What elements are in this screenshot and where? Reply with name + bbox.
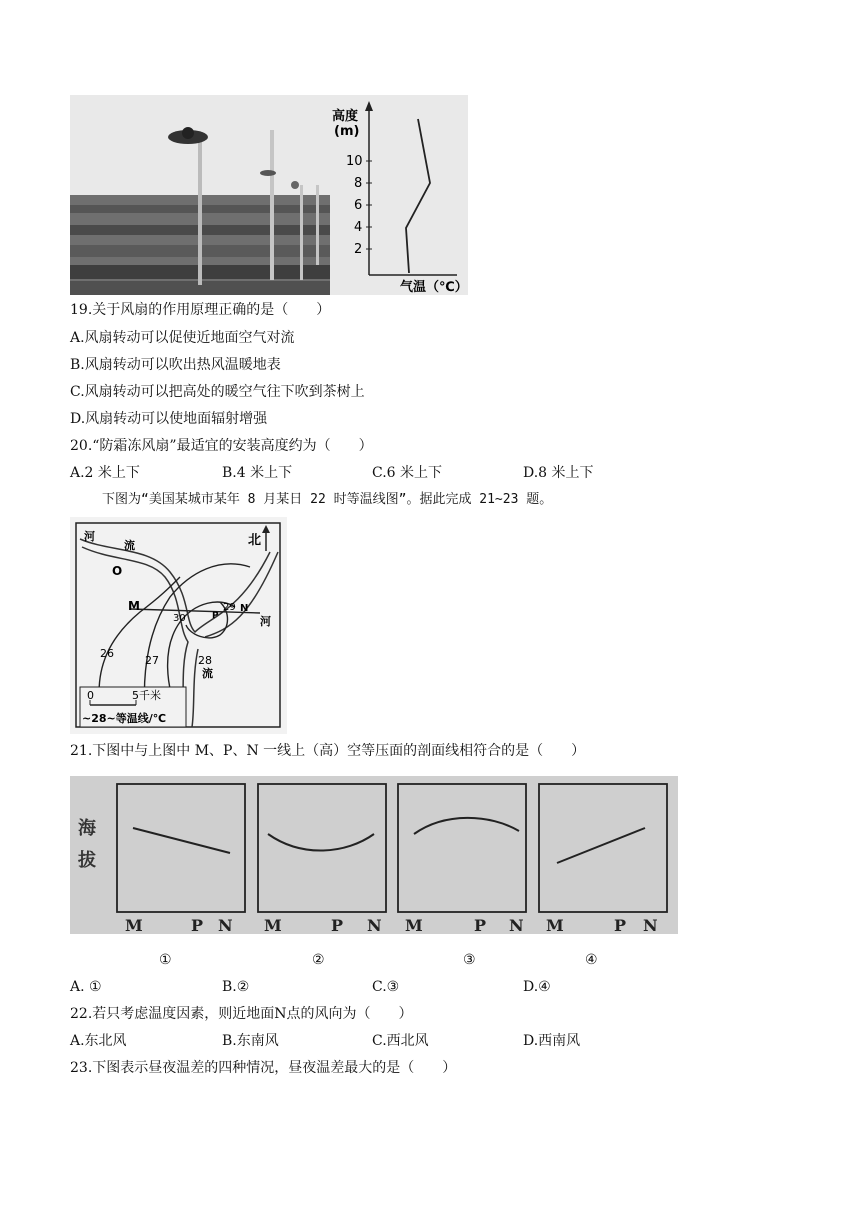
q20-option-a[interactable]: A.2 米上下 (70, 465, 140, 481)
y-axis-label: 高度 (332, 109, 359, 124)
scale-text: 5千米 (132, 689, 161, 702)
q21-option-b[interactable]: B.② (222, 979, 250, 995)
q19-stem: 19.关于风扇的作用原理正确的是（ ） (70, 302, 331, 318)
isotherm-label: 29 (223, 602, 236, 613)
q19-option-d[interactable]: D.风扇转动可以使地面辐射增强 (70, 411, 268, 427)
y-tick: 10 (346, 154, 363, 169)
legend-text: ~28~等温线/℃ (82, 712, 167, 725)
q22-option-b[interactable]: B.东南风 (222, 1033, 279, 1049)
q20-option-d[interactable]: D.8 米上下 (523, 465, 594, 481)
panel4-m: M (546, 916, 564, 934)
y-axis-unit: (m) (334, 124, 360, 139)
panel3-n: N (509, 916, 524, 934)
q19-option-a[interactable]: A.风扇转动可以促使近地面空气对流 (70, 330, 295, 346)
q19-option-c[interactable]: C.风扇转动可以把高处的暖空气往下吹到茶树上 (70, 384, 365, 400)
panel-number-4: ④ (585, 952, 598, 968)
isotherm-label: 26 (100, 647, 114, 660)
scale-zero: 0 (87, 689, 94, 702)
isobaric-profile-svg (70, 776, 678, 934)
q22-option-d[interactable]: D.西南风 (523, 1033, 581, 1049)
river-label: 流 (124, 539, 135, 552)
y-tick: 6 (354, 198, 363, 213)
isotherm-map (70, 517, 287, 734)
q21-stem: 21.下图中与上图中 M、P、N 一线上（高）空等压面的剖面线相符合的是（ ） (70, 743, 586, 759)
panel-number-2: ② (312, 952, 325, 968)
q20-stem: 20.“防霜冻风扇”最适宜的安装高度约为（ ） (70, 438, 373, 454)
point-m: M (128, 599, 140, 613)
point-p: P (212, 611, 219, 621)
q19-option-b[interactable]: B.风扇转动可以吹出热风温暖地表 (70, 357, 281, 373)
river-label: 流 (202, 667, 213, 680)
intro-text: 下图为“美国某城市某年 8 月某日 22 时等温线图”。据此完成 21~23 题。 (102, 492, 553, 507)
panel2-p: P (331, 916, 344, 934)
isotherm-label: 30 (173, 613, 186, 624)
panel2-m: M (264, 916, 282, 934)
profile-panel-2 (258, 784, 386, 912)
y-tick: 4 (354, 220, 363, 235)
panel-number-3: ③ (463, 952, 476, 968)
q22-option-c[interactable]: C.西北风 (372, 1033, 429, 1049)
isobaric-profile-figure (70, 776, 678, 934)
frost-fan-photo (70, 95, 468, 295)
profile-panel-4 (539, 784, 667, 912)
isotherm-label: 28 (198, 654, 212, 667)
frost-fan-figure (70, 95, 468, 295)
q23-stem: 23.下图表示昼夜温差的四种情况，昼夜温差最大的是（ ） (70, 1060, 457, 1076)
panel-number-1: ① (159, 952, 172, 968)
north-label: 北 (248, 533, 262, 548)
profile-panel-3 (398, 784, 526, 912)
point-o: O (112, 564, 123, 578)
isotherm-label: 27 (145, 654, 159, 667)
river-label: 河 (84, 530, 95, 543)
x-axis-label: 气温（℃） (400, 280, 468, 295)
panel4-n: N (643, 916, 658, 934)
y-label-char: 拔 (78, 850, 96, 871)
y-tick: 8 (354, 176, 363, 191)
profile-panel-1 (117, 784, 245, 912)
q21-option-d[interactable]: D.④ (523, 979, 551, 995)
panel4-p: P (614, 916, 627, 934)
q21-option-a[interactable]: A. ① (70, 979, 102, 995)
panel1-n: N (218, 916, 233, 934)
panel1-m: M (125, 916, 143, 934)
point-n: N (240, 603, 249, 614)
river-label: 河 (260, 615, 271, 628)
panel2-n: N (367, 916, 382, 934)
q20-option-c[interactable]: C.6 米上下 (372, 465, 443, 481)
q21-option-c[interactable]: C.③ (372, 979, 400, 995)
panel1-p: P (191, 916, 204, 934)
y-label-char: 海 (78, 818, 96, 839)
q22-option-a[interactable]: A.东北风 (70, 1033, 127, 1049)
isotherm-map-svg (70, 517, 287, 734)
y-tick: 2 (354, 242, 363, 257)
panel3-m: M (405, 916, 423, 934)
q22-stem: 22.若只考虑温度因素，则近地面N点的风向为（ ） (70, 1006, 413, 1022)
q20-option-b[interactable]: B.4 米上下 (222, 465, 293, 481)
panel3-p: P (474, 916, 487, 934)
